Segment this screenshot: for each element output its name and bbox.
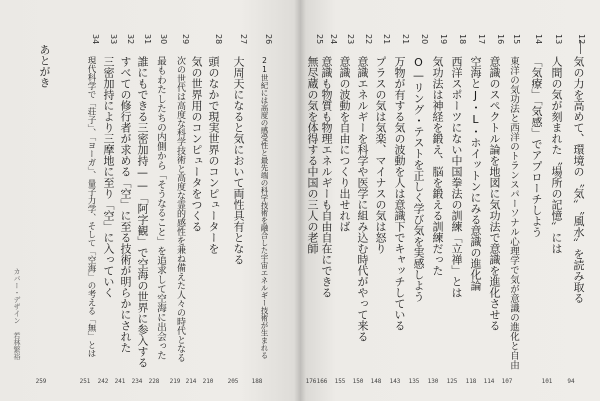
toc-entry-page: 188 (251, 378, 263, 385)
toc-entry-title: 現代科学で「荘子」、「ヨーガ」、量子力学、そして「空海」の考える「無」とは (86, 56, 96, 358)
toc-entry-page: 214 (185, 378, 197, 385)
toc-entry-page: 107 (501, 378, 513, 385)
entry-number: 12 (577, 34, 586, 45)
toc-entry-title: 人間の気が刻まれた〝場所の記憶〟には (550, 56, 563, 254)
toc-entry-page: 166 (316, 378, 328, 385)
toc-entry-page: 143 (389, 378, 401, 385)
toc-entry-page: 176 (305, 378, 317, 385)
toc-entry-title: 最もわたしたちの内側から「そうなること」を追求して空海に出会った (155, 56, 166, 360)
toc-entry-page: 228 (148, 378, 160, 385)
toc-entry-title: O—リング・テストを正しく学び気を実感しよう (412, 56, 425, 302)
toc-entry-page: 210 (202, 378, 214, 385)
entry-number: 13 (554, 34, 563, 45)
toc-entry-page: 205 (227, 378, 239, 385)
toc-entry-title: 次の世代は高度な科学技術と高度な霊的感性を兼ね備えた人々の時代となる (175, 56, 185, 362)
cover-design-credit: カバー・デザイン 若林繁裕 (13, 268, 21, 360)
entry-number: 19 (439, 34, 448, 45)
toc-entry-page: 94 (567, 378, 575, 385)
toc-entry-page: 150 (352, 378, 364, 385)
entry-number: 23 (346, 34, 355, 45)
entry-number: 21 (401, 34, 410, 45)
entry-number: 16 (496, 34, 505, 45)
toc-entry-title: 空海とJ・L・ホイットンにみる意識の進化論 (469, 56, 482, 291)
entry-number: 22 (364, 34, 373, 45)
toc-entry-page: 148 (370, 378, 382, 385)
toc-entry-title: 西洋スポーツにない中国拳法の訓練「立禅」とは (450, 56, 463, 298)
toc-entry-page: 130 (427, 378, 439, 385)
afterword-title: あとがき (38, 44, 51, 88)
toc-entry-title: 意識の波動を自由につくり出せれば (338, 56, 351, 232)
entry-number: 24 (329, 34, 338, 45)
entry-number: 28 (214, 34, 223, 45)
entry-number: 25 (315, 34, 324, 45)
toc-entry-page: 219 (169, 378, 181, 385)
toc-entry-title: 意識のスペクトル論を地図に気功法で意識を進化させる (488, 56, 501, 331)
toc-entry-title: 意識エネルギーを科学や医学に組み込む時代がやって来る (356, 56, 369, 342)
entry-number: 34 (91, 34, 100, 45)
entry-number: 27 (239, 34, 248, 45)
toc-entry-page: 155 (334, 378, 346, 385)
entry-number: 20 (420, 34, 429, 45)
afterword-page: 259 (35, 378, 47, 385)
entry-number: 31 (143, 34, 152, 45)
toc-entry-title: 「気療」「気感」でアプローチしよう (530, 56, 543, 238)
entry-number: 18 (458, 34, 467, 45)
toc-entry-page: 101 (541, 378, 553, 385)
toc-entry-page: 241 (114, 378, 126, 385)
toc-entry-title: 気の力を高めて、環境の〝気〟〝風水〟を読み取る (572, 56, 585, 304)
entry-number: 26 (264, 34, 273, 45)
entry-number: 33 (109, 34, 118, 45)
toc-entry-page: 114 (483, 378, 495, 385)
toc-entry-title: 無尽蔵の気を体得する中国の三人の老師 (306, 56, 319, 254)
entry-number: 21 (382, 34, 391, 45)
toc-entry-title: すべての修行者が求める「空」に至る技術が明らかにされた (119, 56, 132, 353)
entry-number: 15 (512, 34, 521, 45)
toc-entry-title: 頭のなかで現実世界のコンピューターを (207, 56, 220, 254)
entry-number: 32 (126, 34, 135, 45)
entry-number: 30 (159, 34, 168, 45)
toc-entry-page: 234 (131, 378, 143, 385)
toc-entry-title: 意識も物質も物理エネルギーも自由自在にできる (320, 56, 333, 298)
entry-number: 17 (477, 34, 486, 45)
toc-entry-title: 万物が有する気の波動を人は意識下でキャッチしている (393, 56, 406, 331)
toc-entry-page: 135 (408, 378, 420, 385)
entry-number: 14 (534, 34, 543, 45)
toc-entry-page: 125 (446, 378, 458, 385)
toc-entry-page: 242 (97, 378, 109, 385)
toc-entry-title: プラスの気は気楽、マイナスの気は怒り (374, 56, 387, 254)
toc-entry-title: 誰にもできる三密加持——「阿字観」で空海の世界に参入する (136, 56, 149, 368)
toc-entry-title: 21世紀には高度の感受性と最先端の科学技術を融合した宇宙エネルギー技術が生まれる (260, 56, 269, 359)
toc-entry-page: 118 (465, 378, 477, 385)
toc-entry-title: 大周天になると気において両性具有となる (232, 56, 245, 265)
toc-entry-title: 三密加持により三摩地に至り「空」に入っていく (102, 56, 115, 298)
toc-entry-title: 気功法は神経を鍛え、脳を鍛える訓練だった (431, 56, 444, 276)
toc-entry-title: 東洋の気功法と西洋のトランスパーソナル心理学で気が意識の進化と自由 (508, 56, 519, 370)
toc-entry-page: 251 (79, 378, 91, 385)
entry-number: 29 (181, 34, 190, 45)
toc-entry-title: 気の世界用のコンピュータをつくる (190, 56, 203, 232)
book-gutter (294, 0, 306, 401)
